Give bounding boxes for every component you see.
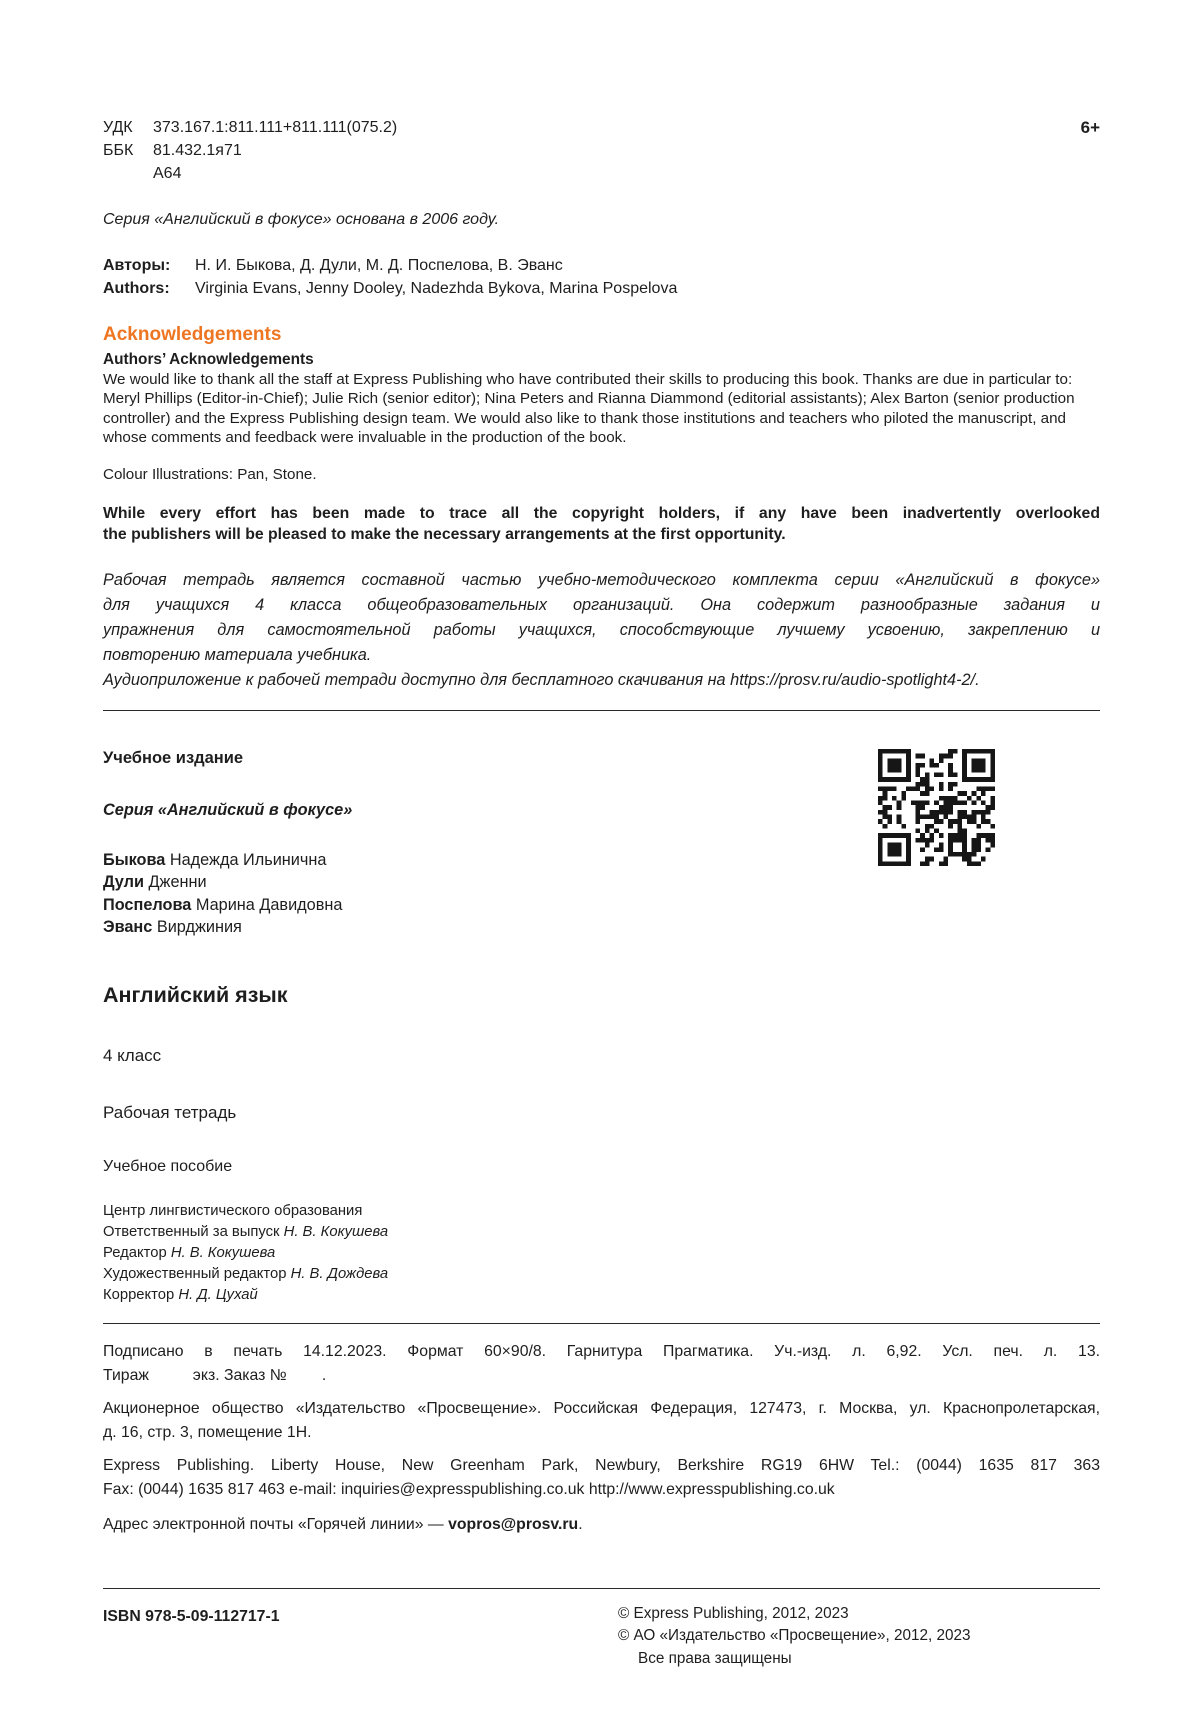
book-code-line [103,162,397,185]
credit-name: Н. В. Дождева [290,1265,389,1282]
hotline-prefix: Адрес электронной почты «Горячей линии» — [103,1515,449,1533]
contributor-surname: Дули [103,873,144,892]
authors-en-label: Authors: [103,280,170,297]
edition-kind-label: Учебное издание [103,748,244,767]
book-subtitle: Рабочая тетрадь [103,1102,237,1122]
copyright-notice-line1: While every effort has been made to trace all the copyright holders, if any have been inadvertently overlooked [103,504,1100,522]
book-code: А64 [153,165,182,182]
credit-row [103,1285,1100,1306]
edition-series: Серия «Английский в фокусе» [103,800,353,819]
colour-illustrations-line: Colour Illustrations: Pan, Stone. [103,465,317,483]
credits-block [103,1201,1100,1306]
publisher-line1: Акционерное общество «Издательство «Просвещение». Российская Федерация, 127473, г. Москва, ул. Краснопролетарская, [103,1399,1100,1417]
contributor-row [103,916,1100,939]
qr-code [878,749,995,866]
credit-row [103,1243,1100,1264]
authors-en-value: Virginia Evans, Jenny Dooley, Nadezhda Bykova, Marina Pospelova [195,280,678,297]
hotline-line [103,1516,1100,1534]
authors-ru-line [103,254,1100,277]
contributor-row [103,871,1100,894]
credit-role: Ответственный за выпуск [103,1223,284,1240]
divider-3 [103,1588,1100,1589]
authors-ru-label: Авторы: [103,257,171,274]
credit-name: Н. В. Кокушева [283,1223,389,1240]
authors-en-line [103,277,1100,300]
divider-2 [103,1323,1100,1324]
isbn: ISBN 978-5-09-112717-1 [103,1607,280,1625]
copyright-express: © Express Publishing, 2012, 2023 [618,1604,849,1622]
annotation-block [103,568,1100,693]
bbk-value: 81.432.1я71 [153,142,242,159]
credit-row [103,1222,1100,1243]
express-publishing-line1: Express Publishing. Liberty House, New Greenham Park, Newbury, Berkshire RG19 6HW Tel.: (0044) 1635 817 363 [103,1456,1100,1474]
audio-supplement-line: Аудиоприложение к рабочей тетради доступно для бесплатного скачивания на https://prosv.ru/audio-spotlight4-2/. [103,670,980,689]
authors-block [103,254,1100,300]
hotline-email: vopros@prosv.ru [448,1515,579,1533]
hotline-suffix: . [578,1515,583,1533]
qr-code-image [878,749,995,866]
contributor-given-names: Дженни [144,873,207,892]
express-publishing-line2: Fax: (0044) 1635 817 463 e-mail: inquiries@expresspublishing.co.uk http://www.expresspublishing.co.uk [103,1480,835,1498]
credit-role: Корректор [103,1286,179,1303]
contributor-surname: Поспелова [103,895,192,914]
contributor-surname: Быкова [103,850,166,869]
publisher-line2: д. 16, стр. 3, помещение 1Н. [103,1423,312,1441]
contributor-given-names: Надежда Ильинична [165,850,327,869]
annotation-line1: Рабочая тетрадь является составной частью учебно-методического комплекта серии «Английский в фокусе» [103,570,1100,589]
classification-codes [103,116,397,185]
authors-ru-value: Н. И. Быкова, Д. Дули, М. Д. Поспелова, В. Эванс [195,257,563,274]
contributor-surname: Эванс [103,918,153,937]
annotation-line3: упражнения для самостоятельной работы учащихся, способствующие лучшему усвоению, закреплению и [103,620,1100,639]
annotation-line4: повторению материала учебника. [103,645,372,664]
print-info-paragraph [103,1340,1100,1388]
credits-center-line: Центр лингвистического образования [103,1202,363,1219]
contributor-row [103,894,1100,917]
udk-label: УДК [103,119,133,136]
udk-line [103,116,397,139]
acknowledgements-subheading: Authors’ Acknowledgements [103,351,314,368]
series-founded-note: Серия «Английский в фокусе» основана в 2006 году. [103,211,500,228]
book-title: Английский язык [103,982,288,1007]
credit-name: Н. В. Кокушева [170,1244,276,1261]
bbk-label: ББК [103,142,134,159]
classification-block [103,116,1100,185]
copyright-block [618,1603,1100,1671]
divider-1 [103,710,1100,711]
book-kind: Учебное пособие [103,1157,233,1175]
udk-value: 373.167.1:811.111+811.111(075.2) [153,119,398,136]
credit-role: Редактор [103,1244,171,1261]
credit-row [103,1264,1100,1285]
copyright-notice [103,503,1100,546]
copyright-notice-line2: the publishers will be pleased to make the necessary arrangements at the first opportunity. [103,526,786,544]
footer-block [103,1603,1100,1671]
copyright-prosveshchenie: © АО «Издательство «Просвещение», 2012, 2023 [618,1627,971,1645]
bbk-line [103,139,397,162]
age-badge: 6+ [1080,118,1100,137]
annotation-line2: для учащихся 4 класса общеобразовательных организаций. Она содержит разнообразные задания и [103,595,1100,614]
express-publishing-paragraph [103,1454,1100,1502]
acknowledgements-body: We would like to thank all the staff at Express Publishing who have contributed their skills to producing this book. Thanks are due in particular to: Meryl Phillips (Editor-in-Chief); Julie Rich (senior editor); Nina Peters and Rianna Diammond (editorial assistants); Alex Barton (senior production controller) and the Express Publishing design team. We would also like to thank those institutions and teachers who piloted the manuscript, and whose comments and feedback were invaluable in the production of the book. [103,371,1075,447]
contributor-given-names: Марина Давидовна [191,895,343,914]
credit-role: Художественный редактор [103,1265,291,1282]
rights-reserved: Все права защищены [638,1649,792,1667]
acknowledgements-heading: Acknowledgements [103,324,282,345]
print-info-line1: Подписано в печать 14.12.2023. Формат 60×90/8. Гарнитура Прагматика. Уч.-изд. л. 6,92. Усл. печ. л. 13. [103,1342,1100,1360]
print-info-line2: Тираж экз. Заказ № . [103,1366,327,1384]
publisher-paragraph [103,1397,1100,1445]
edition-section [103,749,1100,1176]
book-grade: 4 класс [103,1045,162,1065]
page-content [103,116,1100,1670]
contributor-given-names: Вирджиния [152,918,242,937]
credit-name: Н. Д. Цухай [178,1286,258,1303]
